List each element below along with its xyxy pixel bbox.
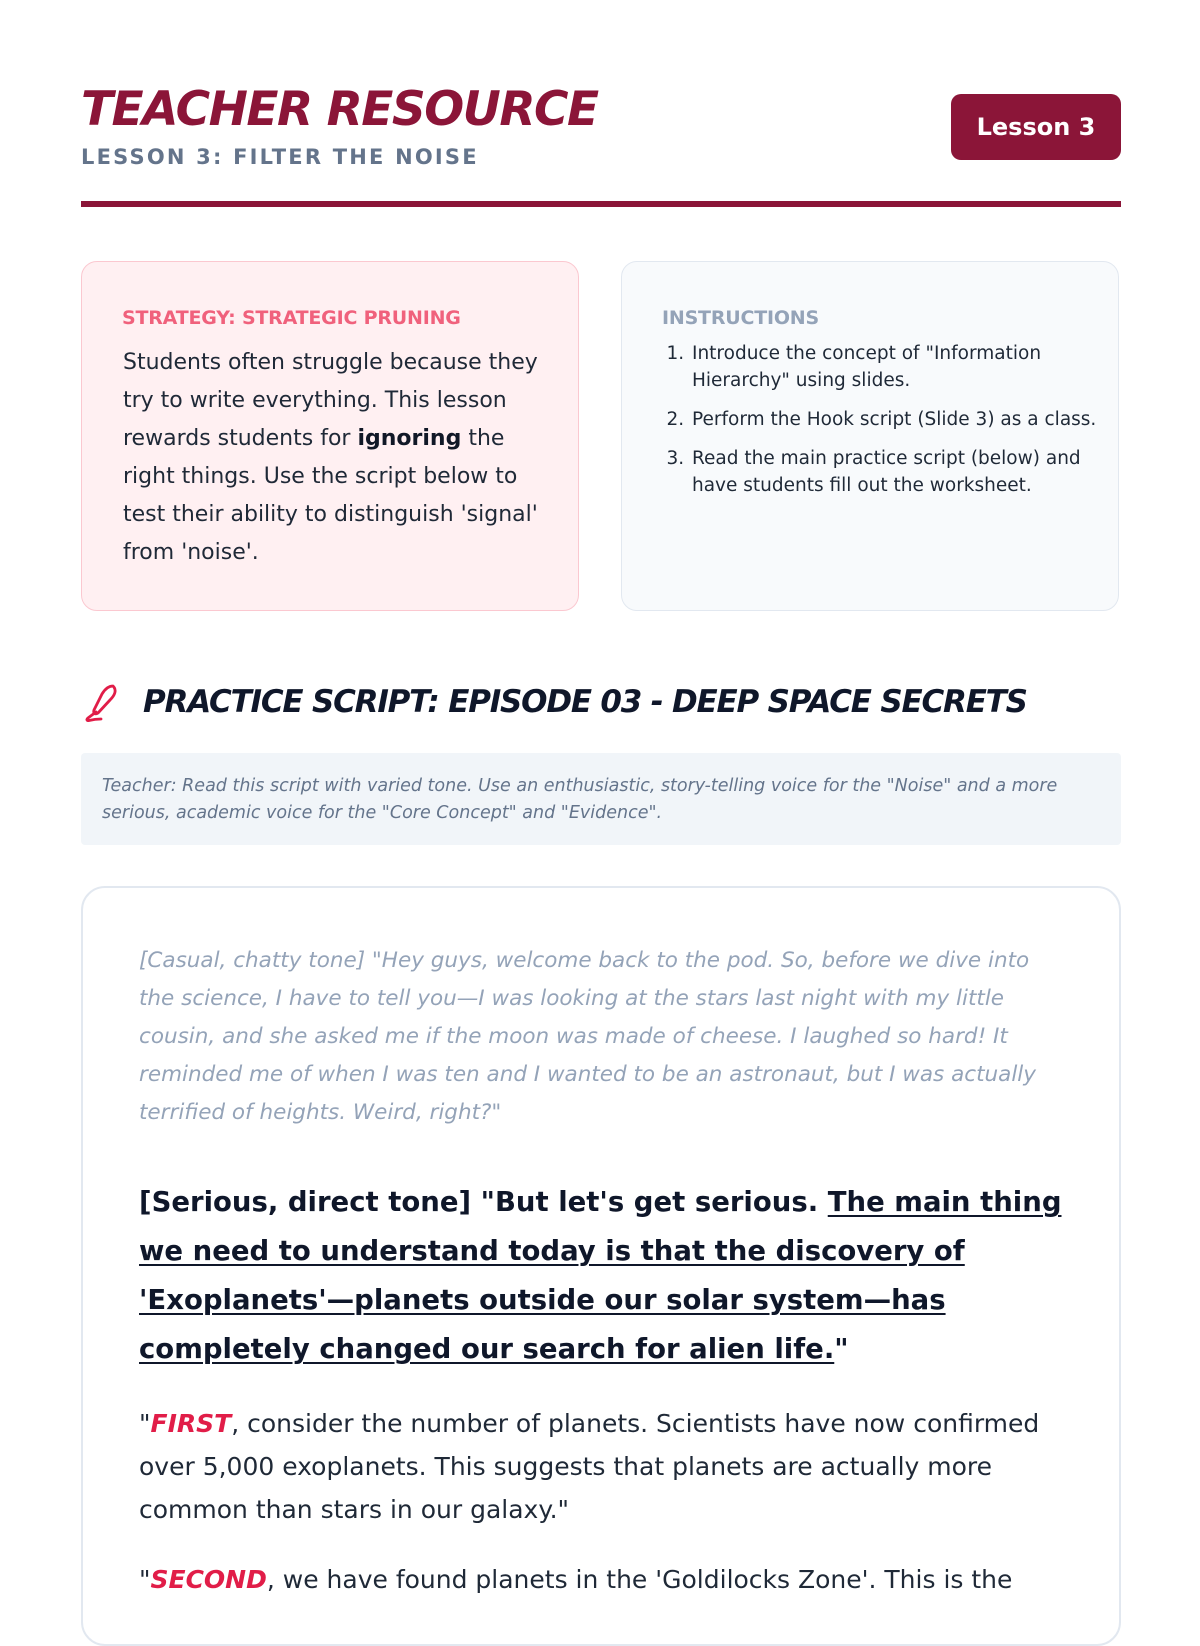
evidence-paragraph-second: [139, 1558, 1069, 1601]
lesson-badge: Lesson 3: [951, 94, 1121, 160]
evidence-text: , we have found planets in the 'Goldilocks Zone'. This is the: [266, 1565, 1013, 1594]
strategy-text-end: the right things. Use the script below to test their ability to distinguish 'signal' from 'noise'.: [123, 426, 538, 565]
practice-script-heading: [83, 680, 1143, 724]
instructions-list: [664, 340, 1120, 511]
strategy-label: STRATEGY: STRATEGIC PRUNING: [122, 307, 461, 329]
instruction-step: 3. Read the main practice script (below) and have students fill out the worksheet.: [690, 445, 1120, 499]
instructions-card: [621, 261, 1119, 611]
strategy-description: [123, 344, 553, 572]
core-close-quote: ": [834, 1333, 849, 1365]
instruction-step: 1. Introduce the concept of "Information Hierarchy" using slides.: [690, 340, 1120, 394]
page-title: TEACHER RESOURCE: [81, 82, 598, 137]
strategy-text-start: Students often struggle because they try to write everything. This lesson rewards students for: [123, 350, 538, 451]
script-card: [81, 886, 1121, 1646]
header-divider: [81, 201, 1121, 207]
evidence-marker-first: FIRST: [150, 1409, 232, 1438]
quill-pen-icon: [83, 682, 119, 722]
open-quote: ": [139, 1565, 151, 1594]
core-concept-statement: The main thing we need to understand today is that the discovery of 'Exoplanets'—planets outside our solar system—has completely changed our search for alien life.: [139, 1186, 1062, 1365]
instructions-label: INSTRUCTIONS: [662, 307, 819, 329]
evidence-marker-second: SECOND: [150, 1565, 267, 1594]
lesson-subtitle: LESSON 3: FILTER THE NOISE: [81, 145, 479, 169]
page-header: [81, 78, 1121, 208]
core-concept-paragraph: [139, 1178, 1069, 1374]
strategy-emphasis: ignoring: [357, 426, 462, 451]
instruction-step: 2. Perform the Hook script (Slide 3) as a class.: [690, 406, 1120, 433]
noise-paragraph: [Casual, chatty tone] "Hey guys, welcome back to the pod. So, before we dive into the science, I have to tell you—I was looking at the stars last night with my little cousin, and she asked me if the moon was made of cheese. I laughed so hard! It reminded me of when I was ten and I wanted to be an astronaut, but I was actually terrified of heights. Weird, right?": [139, 948, 1036, 1125]
practice-script-title: PRACTICE SCRIPT: EPISODE 03 - DEEP SPACE SECRETS: [143, 684, 1027, 720]
core-intro: [Serious, direct tone] "But let's get serious.: [139, 1186, 828, 1218]
evidence-text: , consider the number of planets. Scientists have now confirmed over 5,000 exoplanets. This suggests that planets are actually more common than stars in our galaxy.": [139, 1409, 1040, 1524]
evidence-paragraph-first: [139, 1402, 1069, 1531]
strategy-card: [81, 261, 579, 611]
teacher-note: Teacher: Read this script with varied tone. Use an enthusiastic, story-telling voice for the "Noise" and a more serious, academic voice for the "Core Concept" and "Evidence".: [81, 753, 1121, 845]
open-quote: ": [139, 1409, 151, 1438]
